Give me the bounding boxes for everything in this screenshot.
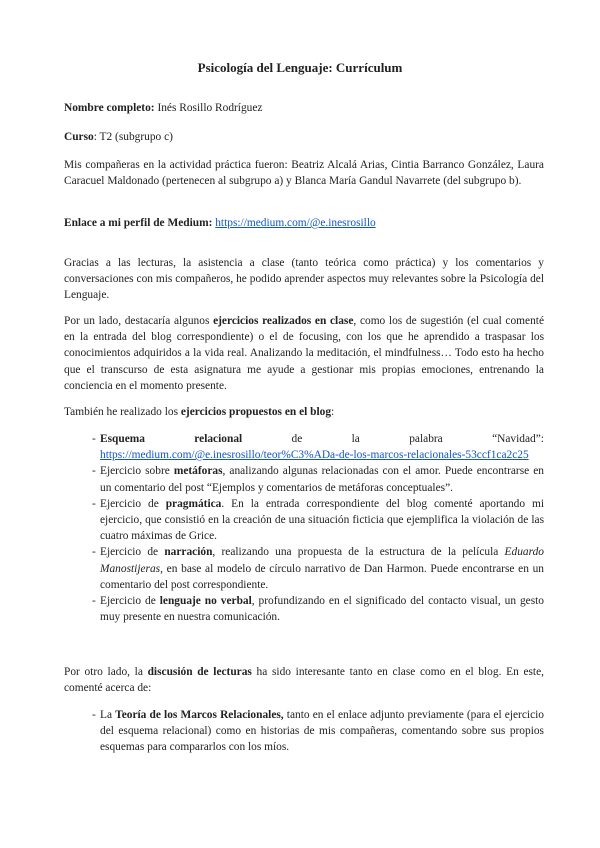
rft-text-end: tanto en el enlace adjunto previamente (para el ejercicio del esquema relacional) como en historias de mis compañeras, comentando sobre sus propios esquemas para compararlos con los míos.: [100, 709, 544, 754]
class-exercises-paragraph: [64, 313, 544, 394]
course-value: : T2 (subgrupo c): [93, 131, 173, 143]
list-item: [64, 496, 544, 545]
medium-profile-line: [64, 215, 544, 231]
readings-discussion-paragraph: [64, 664, 544, 696]
rft-text-start: La: [100, 709, 116, 721]
narration-bold: narración: [164, 546, 213, 559]
partners-paragraph: Mis compañeras en la actividad práctica fueron: Beatriz Alcalá Arias, Cintia Barranco González, Laura Caracuel Maldonado (pertenecen al subgrupo a) y Blanca María Gandul Navarrete (del subgrupo b).: [64, 159, 544, 188]
narration-text-start: Ejercicio de: [100, 546, 165, 559]
medium-profile-link[interactable]: https://medium.com/@e.inesrosillo: [215, 217, 376, 229]
para2-bold: ejercicios propuestos en el blog: [180, 406, 332, 418]
course-label: Curso: [64, 131, 94, 143]
list-item: [64, 431, 544, 463]
nonverbal-text-end: , profundizando en el significado del contacto visual, un gesto muy presente en nuestra comunicación.: [100, 595, 544, 624]
para1-text-start: Por un lado, destacaría algunos: [64, 315, 214, 327]
relational-scheme-link[interactable]: https://medium.com/@e.inesrosillo/teor%C3%ADa-de-los-marcos-relacionales-53ccf1ca2c25: [100, 449, 529, 462]
readings-list: [64, 707, 544, 756]
full-name-label: Nombre completo:: [64, 102, 155, 114]
list-bullet: -: [92, 709, 96, 721]
document-title: Psicología del Lenguaje: Currículum: [197, 60, 403, 75]
pragmatics-text-start: Ejercicio de: [100, 497, 166, 510]
course-line: [64, 129, 544, 145]
word-relacional: relacional: [194, 433, 243, 445]
pragmatics-bold: pragmática: [165, 497, 222, 510]
pragmatics-text-end: . En la entrada correspondiente del blog comenté aportando mi ejercicio, que consistió en la creación de una situación ficticia que ejemplifica la violación de las cuatro máximas de Grice.: [100, 497, 544, 543]
blog-exercises-list: [64, 431, 544, 625]
list-bullet: -: [92, 465, 96, 478]
para1-text-end: , como los de sugestión (el cual comenté en la entrada del blog correspondiente) o el de focusing, con los que he aprendido a traspasar los conocimientos adquiridos a la vida real. Analizando la meditación, el mindfulness… Todo esto ha hecho que el transcurso de esta asignatura me ayude a gestionar mis propias emociones, entrenando la conciencia en el momento presente.: [64, 315, 545, 392]
nonverbal-text-start: Ejercicio de: [100, 595, 160, 608]
relational-scheme-heading: [100, 431, 544, 447]
list-bullet: -: [92, 595, 96, 608]
word-palabra: palabra: [409, 433, 443, 445]
para3-bold: discusión de lecturas: [147, 666, 252, 678]
list-bullet: -: [92, 497, 96, 510]
para1-bold: ejercicios realizados en clase: [213, 315, 354, 327]
para3-text-start: Por otro lado, la: [64, 666, 148, 678]
narration-text-end: , en base al modelo de círculo narrativo de Dan Harmon. Puede encontrarse en un comentario del post correspondiente.: [100, 562, 544, 591]
list-item: [64, 593, 544, 625]
full-name-line: [64, 100, 544, 116]
metaphors-text-end: , analizando algunas relacionadas con el amor. Puede encontrarse en un comentario del post “Ejemplos y comentarios de metáforas conceptuales”.: [100, 465, 544, 494]
medium-label: Enlace a mi perfil de Medium:: [64, 217, 213, 229]
word-la: la: [351, 433, 360, 445]
word-navidad: “Navidad”:: [492, 433, 544, 445]
metaphors-bold: metáforas: [173, 465, 223, 478]
list-item: [64, 707, 544, 756]
blog-exercises-intro: [64, 404, 544, 420]
list-bullet: -: [92, 433, 96, 445]
list-item: [64, 544, 544, 593]
intro-paragraph: Gracias a las lecturas, la asistencia a clase (tanto teórica como práctica) y los comentarios y conversaciones con mis compañeros, he podido aprender aspectos muy relevantes sobre la Psicología del Lenguaje.: [64, 257, 544, 302]
full-name-value: Inés Rosillo Rodríguez: [157, 102, 263, 114]
list-item: [64, 463, 544, 495]
word-de: de: [291, 433, 303, 445]
narration-film-title: Eduardo Manostijeras: [100, 546, 544, 575]
nonverbal-bold: lenguaje no verbal: [159, 595, 252, 608]
para3-text-end: ha sido interesante tanto en clase como en el blog. En este, comenté acerca de:: [64, 666, 544, 695]
word-esquema: Esquema: [100, 433, 145, 445]
para2-text-start: También he realizado los: [64, 406, 181, 418]
metaphors-text-start: Ejercicio sobre: [100, 465, 174, 478]
narration-text-mid: , realizando una propuesta de la estructura de la película: [212, 546, 505, 559]
rft-bold: Teoría de los Marcos Relacionales,: [115, 709, 284, 721]
para2-text-end: :: [331, 406, 335, 418]
list-bullet: -: [92, 546, 96, 559]
